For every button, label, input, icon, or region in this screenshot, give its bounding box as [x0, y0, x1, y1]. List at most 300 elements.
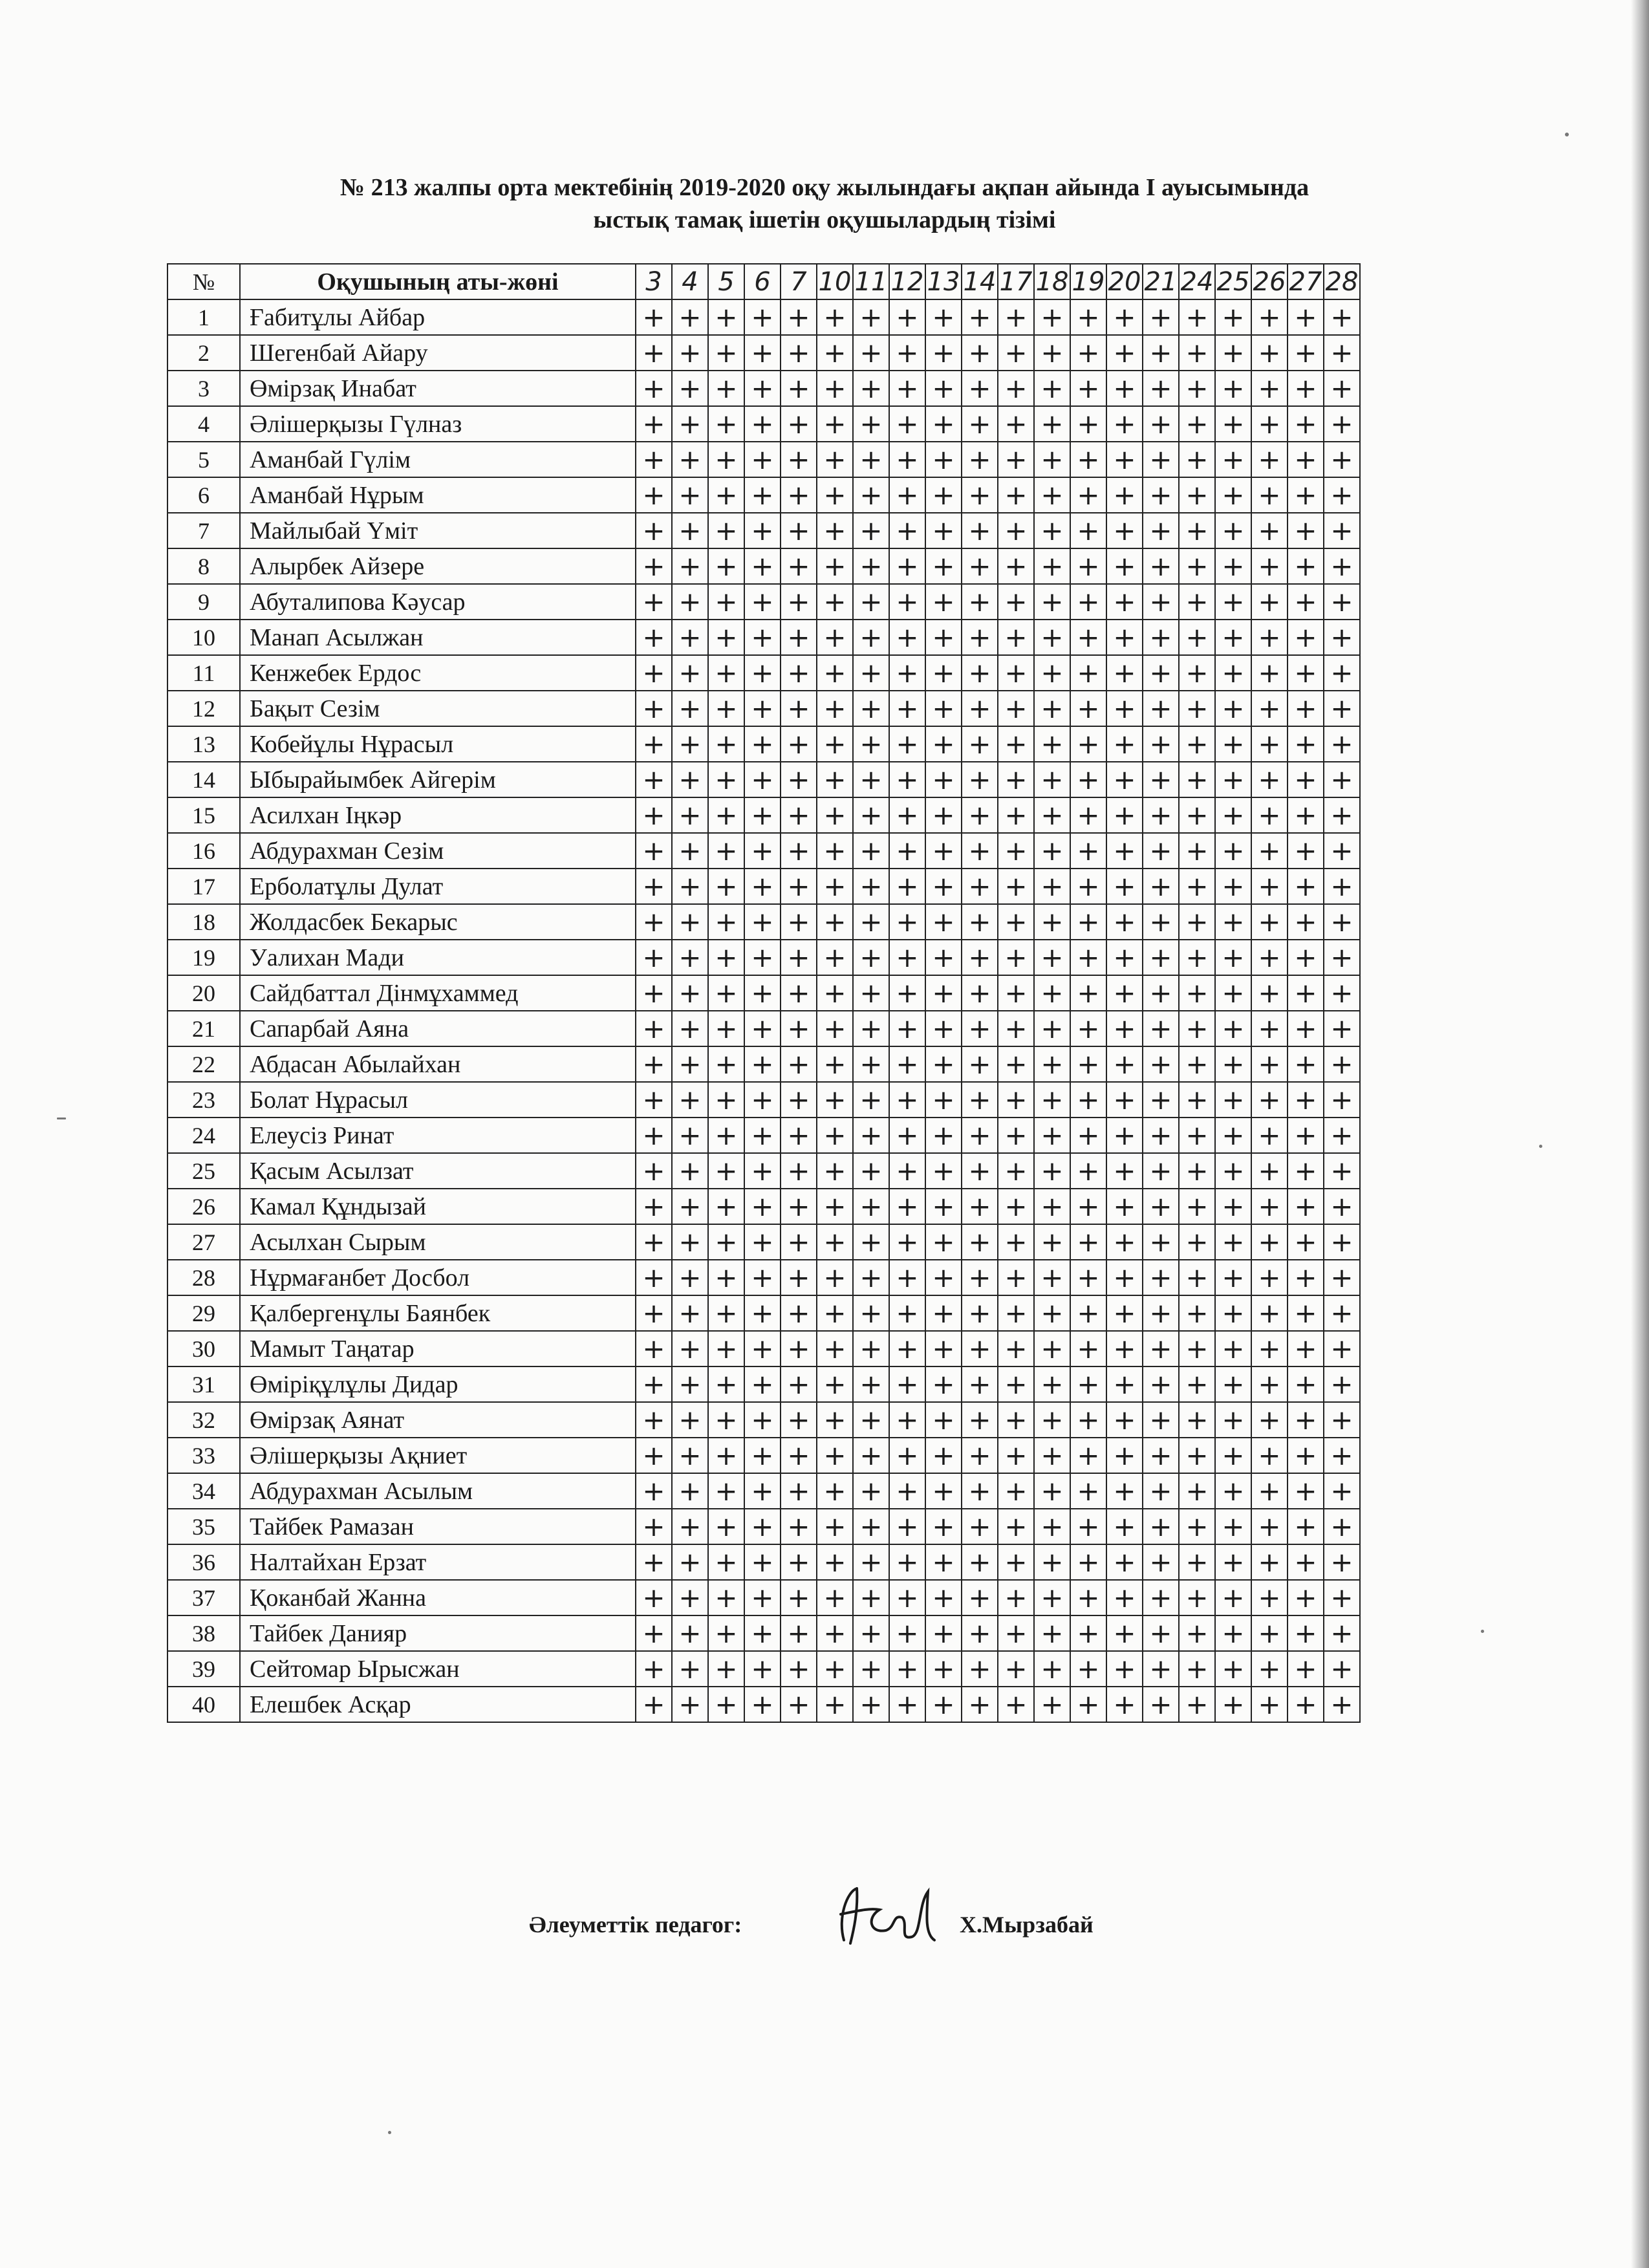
attendance-mark: + [1143, 406, 1179, 442]
header-day: 20 [1106, 264, 1143, 299]
attendance-mark: + [925, 1402, 962, 1438]
attendance-mark: + [1143, 1580, 1179, 1615]
attendance-mark: + [1179, 904, 1215, 940]
attendance-mark: + [1070, 833, 1106, 869]
attendance-mark: + [1106, 762, 1143, 797]
attendance-mark: + [889, 584, 925, 620]
attendance-mark: + [1070, 299, 1106, 335]
attendance-mark: + [925, 1260, 962, 1295]
attendance-mark: + [1143, 299, 1179, 335]
attendance-mark: + [1143, 1260, 1179, 1295]
attendance-mark: + [1251, 833, 1288, 869]
student-name: Ыбырайымбек Айгерім [240, 762, 636, 797]
attendance-mark: + [925, 1615, 962, 1651]
attendance-mark: + [636, 1580, 672, 1615]
attendance-mark: + [1288, 655, 1324, 691]
student-number: 39 [167, 1651, 240, 1687]
attendance-mark: + [636, 1153, 672, 1189]
attendance-mark: + [672, 1082, 708, 1118]
attendance-mark: + [1179, 477, 1215, 513]
attendance-mark: + [781, 762, 817, 797]
attendance-mark: + [744, 1402, 781, 1438]
attendance-mark: + [744, 1473, 781, 1509]
attendance-mark: + [889, 1615, 925, 1651]
attendance-mark: + [672, 1402, 708, 1438]
attendance-mark: + [853, 1402, 889, 1438]
attendance-mark: + [1251, 1224, 1288, 1260]
table-row [167, 1438, 1360, 1473]
attendance-mark: + [708, 1011, 744, 1046]
attendance-mark: + [672, 1046, 708, 1082]
attendance-mark: + [1106, 975, 1143, 1011]
attendance-mark: + [1143, 1046, 1179, 1082]
attendance-mark: + [925, 833, 962, 869]
attendance-mark: + [889, 1260, 925, 1295]
attendance-mark: + [708, 975, 744, 1011]
attendance-mark: + [744, 584, 781, 620]
attendance-mark: + [817, 904, 853, 940]
attendance-mark: + [781, 1082, 817, 1118]
student-name: Майлыбай Үміт [240, 513, 636, 548]
attendance-mark: + [962, 762, 998, 797]
attendance-mark: + [1179, 1509, 1215, 1544]
attendance-mark: + [1324, 655, 1360, 691]
attendance-mark: + [889, 1509, 925, 1544]
attendance-mark: + [1179, 691, 1215, 726]
attendance-mark: + [1251, 584, 1288, 620]
attendance-mark: + [1143, 1509, 1179, 1544]
attendance-mark: + [636, 1224, 672, 1260]
student-name: Елеусіз Ринат [240, 1118, 636, 1153]
attendance-mark: + [1215, 477, 1251, 513]
attendance-mark: + [1106, 1082, 1143, 1118]
student-name: Ғабитұлы Айбар [240, 299, 636, 335]
attendance-mark: + [1215, 833, 1251, 869]
attendance-mark: + [744, 1046, 781, 1082]
attendance-mark: + [998, 940, 1034, 975]
attendance-mark: + [781, 299, 817, 335]
student-name: Әлішерқызы Ақниет [240, 1438, 636, 1473]
attendance-mark: + [708, 655, 744, 691]
table-row [167, 1082, 1360, 1118]
attendance-mark: + [925, 869, 962, 904]
attendance-mark: + [1324, 1260, 1360, 1295]
attendance-mark: + [853, 1189, 889, 1224]
attendance-mark: + [672, 513, 708, 548]
attendance-mark: + [998, 1260, 1034, 1295]
attendance-mark: + [744, 940, 781, 975]
attendance-mark: + [781, 869, 817, 904]
attendance-mark: + [853, 1687, 889, 1722]
attendance-mark: + [744, 371, 781, 406]
attendance-mark: + [889, 1118, 925, 1153]
attendance-mark: + [1179, 513, 1215, 548]
attendance-mark: + [781, 1295, 817, 1331]
attendance-mark: + [889, 1331, 925, 1366]
student-number: 8 [167, 548, 240, 584]
attendance-mark: + [1034, 620, 1070, 655]
attendance-mark: + [1215, 1544, 1251, 1580]
attendance-mark: + [998, 655, 1034, 691]
attendance-mark: + [672, 299, 708, 335]
attendance-mark: + [998, 1082, 1034, 1118]
attendance-mark: + [708, 1118, 744, 1153]
attendance-mark: + [1251, 1189, 1288, 1224]
attendance-mark: + [1179, 1295, 1215, 1331]
attendance-mark: + [998, 691, 1034, 726]
attendance-mark: + [1179, 299, 1215, 335]
attendance-mark: + [962, 869, 998, 904]
attendance-mark: + [925, 299, 962, 335]
attendance-mark: + [1324, 1331, 1360, 1366]
student-name: Сейтомар Ырысжан [240, 1651, 636, 1687]
attendance-mark: + [744, 1011, 781, 1046]
attendance-mark: + [962, 1544, 998, 1580]
attendance-mark: + [1179, 620, 1215, 655]
attendance-mark: + [1251, 1615, 1288, 1651]
attendance-mark: + [1179, 833, 1215, 869]
attendance-mark: + [925, 904, 962, 940]
attendance-mark: + [1070, 655, 1106, 691]
attendance-mark: + [708, 1438, 744, 1473]
attendance-mark: + [636, 584, 672, 620]
student-name: Кобейұлы Нұрасыл [240, 726, 636, 762]
attendance-mark: + [1215, 620, 1251, 655]
attendance-mark: + [672, 406, 708, 442]
student-number: 25 [167, 1153, 240, 1189]
attendance-mark: + [1106, 1260, 1143, 1295]
attendance-mark: + [1324, 975, 1360, 1011]
attendance-mark: + [672, 1544, 708, 1580]
attendance-mark: + [1143, 1118, 1179, 1153]
attendance-mark: + [636, 1438, 672, 1473]
attendance-mark: + [781, 691, 817, 726]
attendance-mark: + [781, 1402, 817, 1438]
table-row [167, 1295, 1360, 1331]
attendance-mark: + [889, 335, 925, 371]
attendance-mark: + [853, 1082, 889, 1118]
attendance-mark: + [781, 1438, 817, 1473]
attendance-mark: + [1288, 1046, 1324, 1082]
attendance-mark: + [853, 371, 889, 406]
attendance-mark: + [1034, 904, 1070, 940]
attendance-mark: + [998, 442, 1034, 477]
attendance-mark: + [1288, 1118, 1324, 1153]
table-row [167, 1509, 1360, 1544]
student-number: 36 [167, 1544, 240, 1580]
attendance-mark: + [925, 1509, 962, 1544]
attendance-mark: + [1288, 548, 1324, 584]
attendance-mark: + [744, 1224, 781, 1260]
attendance-mark: + [889, 869, 925, 904]
attendance-mark: + [1070, 1687, 1106, 1722]
attendance-mark: + [962, 1153, 998, 1189]
attendance-mark: + [817, 1046, 853, 1082]
attendance-mark: + [1324, 299, 1360, 335]
attendance-mark: + [998, 1331, 1034, 1366]
attendance-mark: + [1179, 1473, 1215, 1509]
attendance-mark: + [1288, 1295, 1324, 1331]
student-number: 32 [167, 1402, 240, 1438]
attendance-mark: + [636, 299, 672, 335]
student-name: Абдурахман Сезім [240, 833, 636, 869]
attendance-mark: + [1288, 299, 1324, 335]
attendance-mark: + [962, 1331, 998, 1366]
attendance-mark: + [636, 442, 672, 477]
attendance-mark: + [962, 1046, 998, 1082]
attendance-mark: + [708, 833, 744, 869]
student-name: Кенжебек Ердос [240, 655, 636, 691]
table-row [167, 406, 1360, 442]
attendance-mark: + [889, 1153, 925, 1189]
attendance-mark: + [672, 833, 708, 869]
attendance-mark: + [1143, 833, 1179, 869]
attendance-mark: + [925, 1224, 962, 1260]
attendance-mark: + [1288, 1366, 1324, 1402]
attendance-mark: + [1251, 1118, 1288, 1153]
attendance-mark: + [925, 1687, 962, 1722]
attendance-mark: + [636, 1615, 672, 1651]
table-row [167, 1615, 1360, 1651]
student-number: 26 [167, 1189, 240, 1224]
attendance-mark: + [998, 726, 1034, 762]
attendance-mark: + [1143, 442, 1179, 477]
student-number: 34 [167, 1473, 240, 1509]
attendance-mark: + [636, 1402, 672, 1438]
attendance-mark: + [889, 726, 925, 762]
attendance-mark: + [1179, 1438, 1215, 1473]
attendance-mark: + [1215, 904, 1251, 940]
attendance-mark: + [1179, 1651, 1215, 1687]
attendance-mark: + [1288, 833, 1324, 869]
attendance-mark: + [781, 1580, 817, 1615]
attendance-mark: + [1215, 1153, 1251, 1189]
attendance-mark: + [998, 1118, 1034, 1153]
student-name: Уалихан Мади [240, 940, 636, 975]
attendance-mark: + [1288, 513, 1324, 548]
attendance-mark: + [708, 1082, 744, 1118]
attendance-mark: + [1215, 406, 1251, 442]
attendance-mark: + [925, 548, 962, 584]
student-name: Қасым Асылзат [240, 1153, 636, 1189]
attendance-mark: + [1070, 1224, 1106, 1260]
attendance-mark: + [708, 1153, 744, 1189]
attendance-mark: + [889, 1580, 925, 1615]
attendance-mark: + [889, 548, 925, 584]
header-day: 13 [925, 264, 962, 299]
attendance-mark: + [962, 1580, 998, 1615]
attendance-mark: + [853, 1224, 889, 1260]
attendance-mark: + [744, 335, 781, 371]
attendance-mark: + [853, 940, 889, 975]
attendance-mark: + [744, 1580, 781, 1615]
attendance-mark: + [998, 513, 1034, 548]
attendance-mark: + [1324, 1011, 1360, 1046]
attendance-mark: + [744, 904, 781, 940]
attendance-mark: + [708, 1509, 744, 1544]
attendance-mark: + [817, 869, 853, 904]
attendance-mark: + [1034, 1118, 1070, 1153]
attendance-mark: + [1106, 940, 1143, 975]
attendance-mark: + [781, 548, 817, 584]
document-title-line-1: № 213 жалпы орта мектебінің 2019-2020 оқу жылындағы ақпан айында I ауысымында [339, 174, 1310, 201]
attendance-mark: + [1143, 1189, 1179, 1224]
attendance-mark: + [1070, 1473, 1106, 1509]
student-number: 17 [167, 869, 240, 904]
header-day: 14 [962, 264, 998, 299]
attendance-mark: + [1288, 1260, 1324, 1295]
attendance-mark: + [1070, 584, 1106, 620]
attendance-mark: + [781, 655, 817, 691]
student-number: 11 [167, 655, 240, 691]
attendance-mark: + [636, 762, 672, 797]
attendance-mark: + [781, 1509, 817, 1544]
attendance-mark: + [817, 1544, 853, 1580]
header-day: 27 [1288, 264, 1324, 299]
attendance-mark: + [781, 1011, 817, 1046]
table-row [167, 1153, 1360, 1189]
student-number: 19 [167, 940, 240, 975]
student-name: Бақыт Сезім [240, 691, 636, 726]
attendance-mark: + [708, 691, 744, 726]
attendance-mark: + [962, 1366, 998, 1402]
attendance-mark: + [1070, 691, 1106, 726]
attendance-mark: + [1106, 1438, 1143, 1473]
attendance-mark: + [1070, 442, 1106, 477]
student-name: Болат Нұрасыл [240, 1082, 636, 1118]
attendance-mark: + [1106, 1224, 1143, 1260]
attendance-mark: + [1034, 655, 1070, 691]
attendance-mark: + [1106, 1331, 1143, 1366]
attendance-mark: + [1070, 1615, 1106, 1651]
attendance-mark: + [744, 1331, 781, 1366]
table-row [167, 1651, 1360, 1687]
attendance-mark: + [853, 833, 889, 869]
attendance-mark: + [1215, 513, 1251, 548]
student-number: 33 [167, 1438, 240, 1473]
header-day: 6 [744, 264, 781, 299]
attendance-mark: + [636, 1082, 672, 1118]
attendance-mark: + [1215, 1118, 1251, 1153]
attendance-mark: + [1324, 1046, 1360, 1082]
attendance-mark: + [781, 1118, 817, 1153]
attendance-mark: + [1034, 442, 1070, 477]
attendance-mark: + [925, 1118, 962, 1153]
attendance-mark: + [925, 442, 962, 477]
attendance-table [167, 263, 1361, 1723]
student-number: 3 [167, 371, 240, 406]
attendance-mark: + [1179, 584, 1215, 620]
attendance-mark: + [1215, 442, 1251, 477]
student-name: Асилхан Іңкәр [240, 797, 636, 833]
attendance-mark: + [744, 477, 781, 513]
attendance-mark: + [636, 335, 672, 371]
table-row [167, 1366, 1360, 1402]
attendance-mark: + [1070, 335, 1106, 371]
attendance-mark: + [636, 726, 672, 762]
attendance-mark: + [817, 513, 853, 548]
attendance-mark: + [925, 726, 962, 762]
table-row [167, 371, 1360, 406]
attendance-mark: + [1215, 584, 1251, 620]
attendance-mark: + [1251, 1082, 1288, 1118]
attendance-mark: + [817, 1402, 853, 1438]
attendance-mark: + [962, 1224, 998, 1260]
attendance-mark: + [1288, 406, 1324, 442]
attendance-mark: + [1251, 1260, 1288, 1295]
attendance-mark: + [1034, 1153, 1070, 1189]
attendance-mark: + [1324, 1651, 1360, 1687]
attendance-mark: + [1215, 975, 1251, 1011]
attendance-mark: + [672, 797, 708, 833]
attendance-mark: + [1070, 1651, 1106, 1687]
attendance-mark: + [962, 691, 998, 726]
header-day: 11 [853, 264, 889, 299]
attendance-mark: + [962, 1651, 998, 1687]
attendance-mark: + [1288, 1438, 1324, 1473]
scan-speck [1565, 133, 1569, 136]
attendance-mark: + [781, 513, 817, 548]
attendance-mark: + [672, 1189, 708, 1224]
attendance-mark: + [636, 371, 672, 406]
attendance-mark: + [925, 1473, 962, 1509]
student-name: Абуталипова Кәусар [240, 584, 636, 620]
attendance-mark: + [636, 1473, 672, 1509]
attendance-mark: + [1251, 1438, 1288, 1473]
attendance-mark: + [962, 584, 998, 620]
attendance-mark: + [708, 1651, 744, 1687]
attendance-mark: + [708, 620, 744, 655]
attendance-mark: + [1288, 371, 1324, 406]
attendance-mark: + [672, 1295, 708, 1331]
attendance-mark: + [781, 335, 817, 371]
attendance-mark: + [853, 762, 889, 797]
attendance-mark: + [1179, 1153, 1215, 1189]
attendance-mark: + [781, 1544, 817, 1580]
signature-graphic [831, 1879, 954, 1950]
table-row [167, 975, 1360, 1011]
attendance-mark: + [1070, 1438, 1106, 1473]
table-row [167, 1224, 1360, 1260]
attendance-mark: + [1179, 406, 1215, 442]
attendance-mark: + [636, 904, 672, 940]
attendance-mark: + [998, 869, 1034, 904]
attendance-mark: + [853, 1331, 889, 1366]
attendance-mark: + [1106, 442, 1143, 477]
attendance-mark: + [1106, 1509, 1143, 1544]
attendance-mark: + [998, 1544, 1034, 1580]
student-name: Абдасан Абылайхан [240, 1046, 636, 1082]
attendance-mark: + [781, 584, 817, 620]
student-number: 18 [167, 904, 240, 940]
attendance-mark: + [744, 1509, 781, 1544]
attendance-mark: + [1215, 940, 1251, 975]
attendance-mark: + [1288, 1011, 1324, 1046]
student-name: Ерболатұлы Дулат [240, 869, 636, 904]
attendance-mark: + [1034, 299, 1070, 335]
attendance-mark: + [636, 869, 672, 904]
attendance-mark: + [1324, 1366, 1360, 1402]
attendance-mark: + [672, 442, 708, 477]
attendance-mark: + [1143, 1295, 1179, 1331]
attendance-mark: + [744, 442, 781, 477]
student-name: Налтайхан Ерзат [240, 1544, 636, 1580]
attendance-mark: + [1251, 975, 1288, 1011]
student-number: 40 [167, 1687, 240, 1722]
attendance-mark: + [744, 1260, 781, 1295]
attendance-mark: + [672, 1366, 708, 1402]
attendance-mark: + [1324, 1509, 1360, 1544]
